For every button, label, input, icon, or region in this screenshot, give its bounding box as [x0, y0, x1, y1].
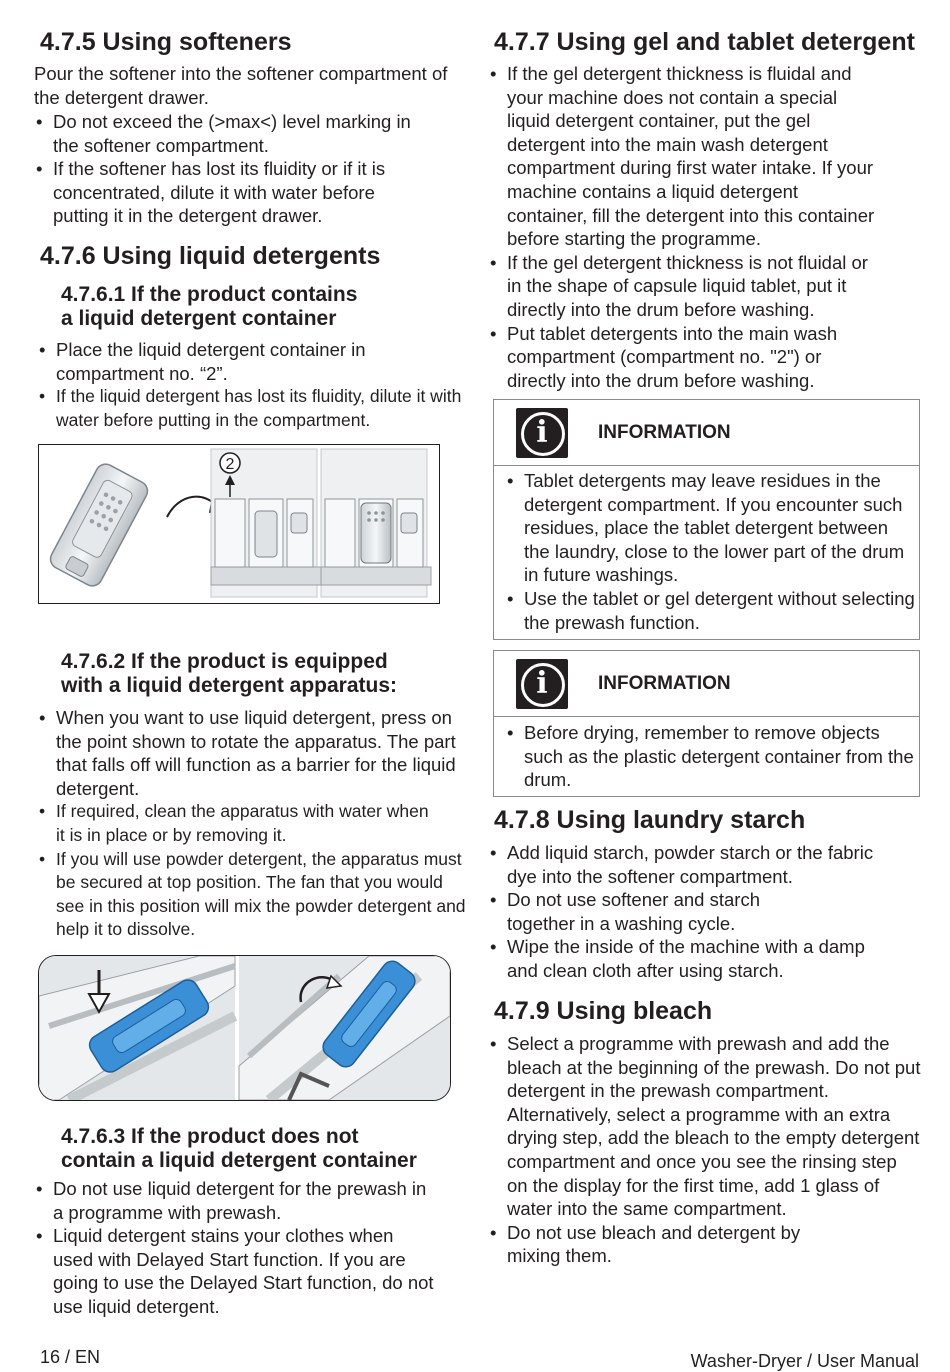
subsection-heading-apparatus: 4.7.6.2 If the product is equipped with a liquid detergent apparatus: [61, 650, 398, 697]
list-item: • Tablet detergents may leave residues in the detergent compartment. If you encounter such residues, place the tablet detergent between the laundry, close to the lower part of the drum in future washings. [505, 469, 915, 587]
section-heading-bleach: 4.7.9 Using bleach [494, 997, 713, 1025]
list-item: • Add liquid starch, powder starch or the fabric dye into the softener compartment. [488, 841, 880, 888]
no-container-bullets [34, 1177, 434, 1319]
starch-bullets [488, 841, 880, 983]
softeners-bullets [34, 110, 434, 228]
page-number: 16 / EN [40, 1347, 101, 1367]
section-heading-softeners: 4.7.5 Using softeners [40, 28, 292, 56]
svg-text:2: 2 [225, 456, 235, 473]
information-bullets [505, 721, 915, 792]
list-item: • Do not use softener and starch together in a washing cycle. [488, 888, 797, 935]
list-item: • Do not use liquid detergent for the prewash in a programme with prewash. [34, 1177, 434, 1224]
information-title: INFORMATION [598, 673, 731, 694]
information-box-tablet [493, 399, 920, 640]
manual-title: Washer-Dryer / User Manual [690, 1351, 919, 1371]
apparatus-figure [38, 955, 451, 1101]
information-box-drying [493, 650, 920, 797]
list-item: • Before drying, remember to remove objects such as the plastic detergent container from the drum. [505, 721, 915, 792]
list-item: • If the gel detergent thickness is fluidal and your machine does not contain a special liquid detergent container, put the gel detergent into the main wash detergent compartment during first water intake. If your machine contains a liquid detergent container, fill the detergent into this container before starting the programme. [488, 62, 880, 251]
information-box-header [494, 651, 919, 717]
liquid-container-icon [47, 461, 151, 590]
list-item: • If you will use powder detergent, the apparatus must be secured at top position. The fan that you would see in this position will mix the powder detergent and help it to dissolve. [37, 848, 466, 942]
detergent-drawer-icon [211, 449, 321, 597]
information-box-header [494, 400, 919, 466]
list-item: • Use the tablet or gel detergent without selecting the prewash function. [505, 587, 915, 634]
section-heading-starch: 4.7.8 Using laundry starch [494, 806, 806, 834]
gel-bullets [488, 62, 880, 392]
list-item: • Place the liquid detergent container in compartment no. “2”. [37, 338, 386, 385]
list-item: • Put tablet detergents into the main wash compartment (compartment no. "2") or directly into the drum before washing. [488, 322, 880, 393]
info-icon: i [516, 659, 568, 709]
container-placement-figure [38, 444, 440, 604]
information-title: INFORMATION [598, 422, 731, 443]
section-heading-liquid-detergents: 4.7.6 Using liquid detergents [40, 242, 381, 270]
bleach-bullets [488, 1032, 922, 1268]
list-item: • Do not exceed the (>max<) level marking in the softener compartment. [34, 110, 434, 157]
list-item: • If the liquid detergent has lost its fluidity, dilute it with water before putting in the compartment. [37, 385, 466, 432]
curved-arrow-icon [167, 497, 217, 517]
softeners-intro: Pour the softener into the softener compartment of the detergent drawer. [34, 63, 448, 108]
list-item: • Do not use bleach and detergent by mixing them. [488, 1221, 817, 1268]
information-bullets [505, 469, 915, 634]
container-placement-illustration [39, 445, 439, 603]
apparatus-bullets [37, 706, 466, 942]
list-item: • When you want to use liquid detergent, press on the point shown to rotate the apparatus. The part that falls off will function as a barrier for the liquid detergent. [37, 706, 466, 800]
list-item: • If the softener has lost its fluidity or if it is concentrated, dilute it with water before putting it in the detergent drawer. [34, 157, 434, 228]
info-icon: i [516, 408, 568, 458]
list-item: • Wipe the inside of the machine with a damp and clean cloth after using starch. [488, 935, 887, 982]
subsection-heading-no-container: 4.7.6.3 If the product does not contain a liquid detergent container [61, 1125, 417, 1172]
container-bullets [37, 338, 466, 432]
subsection-heading-container: 4.7.6.1 If the product contains a liquid detergent container [61, 283, 358, 330]
list-item: • If required, clean the apparatus with water when it is in place or by removing it. [37, 800, 436, 847]
detergent-drawer-with-container-icon [321, 449, 431, 597]
apparatus-illustration [39, 956, 450, 1100]
list-item: • Select a programme with prewash and add the bleach at the beginning of the prewash. Do not put detergent in the prewash compartment. Alternatively, select a programme with an extra drying step, add the bleach to the empty detergent compartment and once you see the rinsing step on the display for the first time, add 1 glass of water into the same compartment. [488, 1032, 922, 1221]
section-heading-gel-tablet: 4.7.7 Using gel and tablet detergent [494, 28, 915, 56]
list-item: • If the gel detergent thickness is not fluidal or in the shape of capsule liquid tablet, put it directly into the drum before washing. [488, 251, 880, 322]
list-item: • Liquid detergent stains your clothes when used with Delayed Start function. If you are going to use the Delayed Start function, do not use liquid detergent. [34, 1224, 434, 1318]
